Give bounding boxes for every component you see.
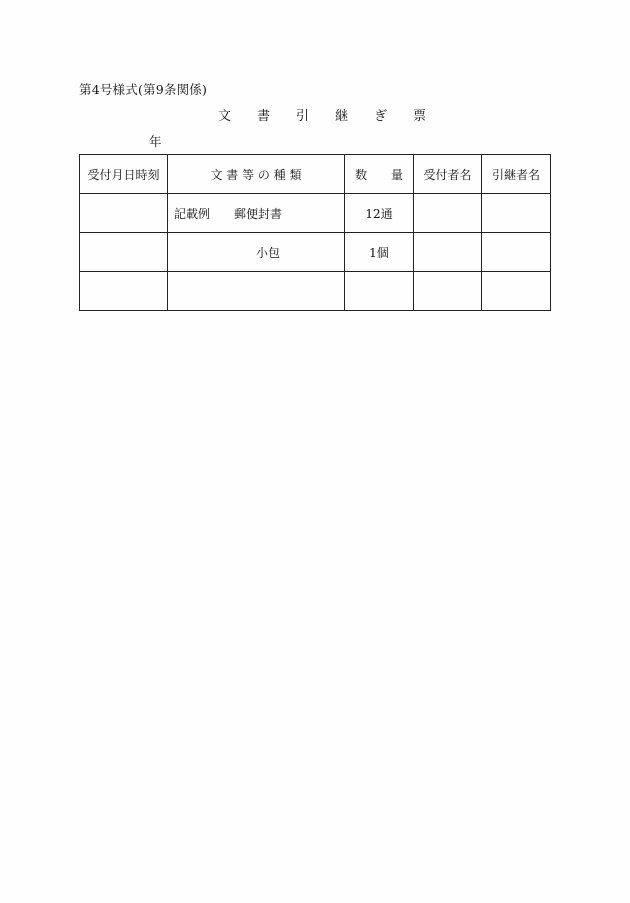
header-document-kind: 文 書 等 の 種 類 xyxy=(168,155,345,194)
cell-receiver-name xyxy=(414,194,482,233)
table-row xyxy=(80,233,551,272)
cell-receiver-name xyxy=(414,233,482,272)
cell-document-kind: 小包 xyxy=(168,233,345,272)
cell-receiver-name xyxy=(414,272,482,311)
header-received-datetime: 受付月日時刻 xyxy=(80,155,168,194)
cell-document-kind: 記載例 郵便封書 xyxy=(168,194,345,233)
cell-quantity: 1個 xyxy=(345,233,414,272)
cell-received-datetime xyxy=(80,272,168,311)
cell-handover-name xyxy=(482,194,551,233)
header-receiver-name: 受付者名 xyxy=(414,155,482,194)
cell-quantity: 12通 xyxy=(345,194,414,233)
table-header-row xyxy=(80,155,551,194)
year-label: 年 xyxy=(149,134,162,149)
cell-document-kind xyxy=(168,272,345,311)
handover-table xyxy=(79,154,551,311)
table-row xyxy=(80,194,551,233)
header-handover-name: 引継者名 xyxy=(482,155,551,194)
cell-received-datetime xyxy=(80,233,168,272)
cell-quantity xyxy=(345,272,414,311)
form-number: 第4号様式(第9条関係) xyxy=(79,82,208,97)
cell-handover-name xyxy=(482,272,551,311)
cell-received-datetime xyxy=(80,194,168,233)
header-quantity: 数 量 xyxy=(345,155,414,194)
document-title: 文 書 引 継 ぎ 票 xyxy=(218,109,427,124)
cell-handover-name xyxy=(482,233,551,272)
table-row xyxy=(80,272,551,311)
